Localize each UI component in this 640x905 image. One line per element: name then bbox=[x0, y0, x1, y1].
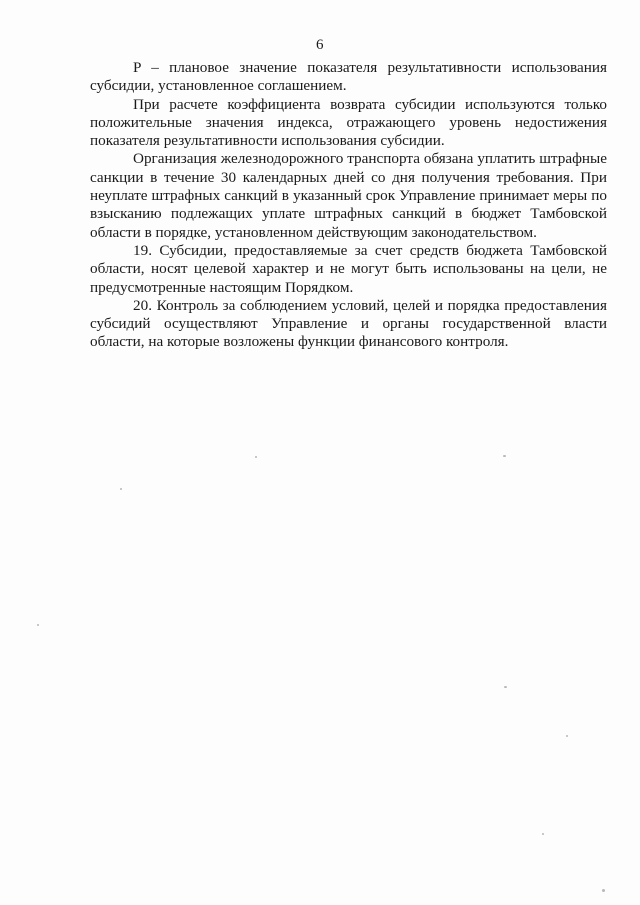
scan-speck bbox=[37, 624, 39, 626]
scan-speck bbox=[120, 488, 122, 490]
scan-speck bbox=[542, 833, 544, 835]
scan-speck bbox=[503, 455, 506, 457]
page-number: 6 bbox=[316, 37, 324, 53]
scan-speck bbox=[602, 889, 605, 892]
paragraph-return-coefficient: При расчете коэффициента возврата субсидии используются только положительные значения индекса, отражающего уровень недостижения показателя результативности использования субсидии. bbox=[90, 95, 607, 150]
document-body bbox=[90, 59, 607, 352]
paragraph-penalties: Организация железнодорожного транспорта обязана уплатить штрафные санкции в течение 30 календарных дней со дня получения требования. При неуплате штрафных санкций в указанный срок Управление принимает меры по взысканию подлежащих уплате штрафных санкций в бюджет Тамбовской области в порядке, установленном действующим законодательством. bbox=[90, 150, 607, 241]
scan-speck bbox=[504, 686, 507, 688]
paragraph-p-definition: P – плановое значение показателя результативности использования субсидии, установленное соглашением. bbox=[90, 59, 607, 95]
scan-speck bbox=[566, 735, 568, 737]
paragraph-19: 19. Субсидии, предоставляемые за счет средств бюджета Тамбовской области, носят целевой характер и не могут быть использованы на цели, не предусмотренные настоящим Порядком. bbox=[90, 241, 607, 296]
scan-speck bbox=[255, 456, 257, 458]
paragraph-20: 20. Контроль за соблюдением условий, целей и порядка предоставления субсидий осуществляют Управление и органы государственной власти области, на которые возложены функции финансового контроля. bbox=[90, 296, 607, 351]
